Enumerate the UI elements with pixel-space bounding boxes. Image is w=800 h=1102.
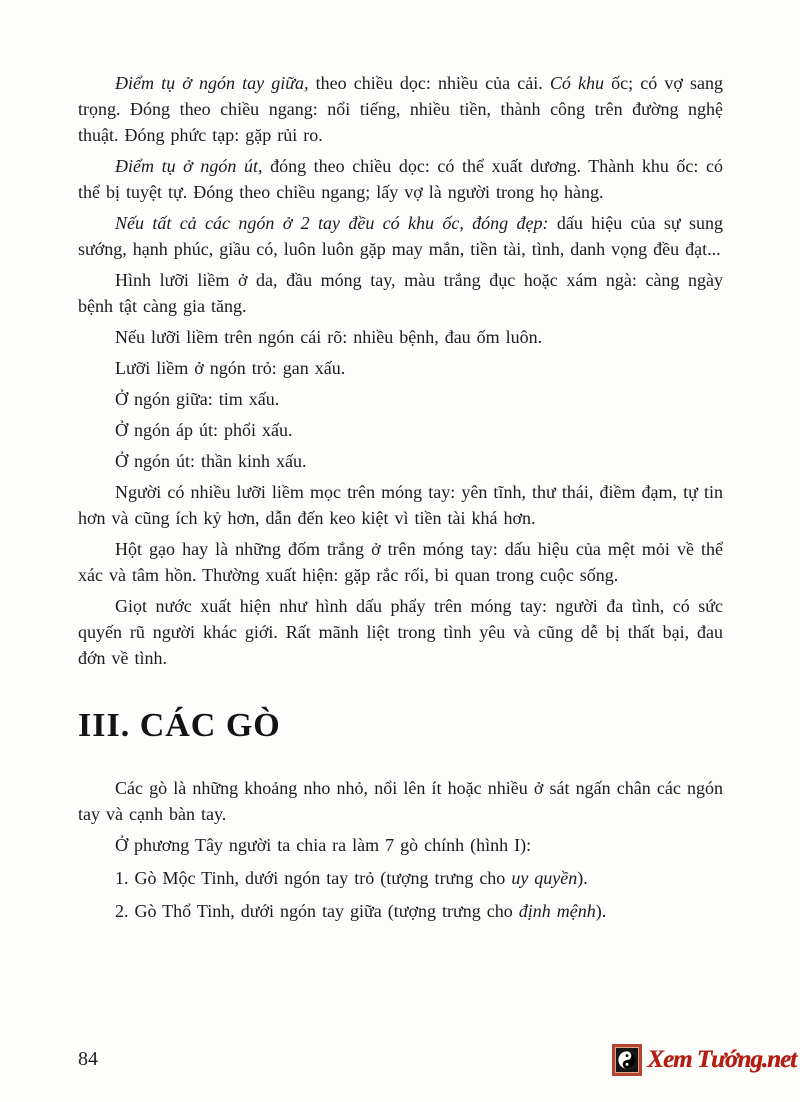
paragraph: [78, 417, 723, 443]
paragraph: [78, 267, 723, 319]
text-run: đóng theo chiều dọc: có thể xuất dương. Thành khu ốc: có thể bị tuyệt tự. Đóng theo chiều ngang; lấy vợ là người trong họ hàng.: [78, 156, 723, 202]
yin-yang-icon: [612, 1044, 642, 1076]
text-run: 1. Gò Mộc Tinh, dưới ngón tay trỏ (tượng trưng cho: [115, 868, 512, 888]
text-run: III. CÁC GÒ: [78, 707, 281, 744]
paragraph: [78, 832, 723, 858]
emphasis-text: Có khu: [549, 73, 604, 93]
paragraph: [78, 210, 723, 262]
text-run: Các gò là những khoảng nho nhỏ, nổi lên ít hoặc nhiều ở sát ngấn chân các ngón tay và cạnh bàn tay.: [78, 778, 723, 824]
body-text: [78, 70, 723, 929]
watermark: [612, 1044, 796, 1076]
emphasis-text: định mệnh: [518, 901, 596, 921]
watermark-text: Xem Tướng.net: [647, 1046, 796, 1073]
text-run: Nếu lưỡi liềm trên ngón cái rõ: nhiều bệnh, đau ốm luôn.: [115, 327, 543, 347]
paragraph: [78, 355, 723, 381]
emphasis-text: Điểm tụ ở ngón út,: [115, 156, 263, 176]
paragraph: [78, 479, 723, 531]
emphasis-text: Nếu tất cả các ngón ở 2 tay đều có khu ốc, đóng đẹp:: [115, 213, 549, 233]
paragraph: [78, 153, 723, 205]
paragraph: [78, 70, 723, 148]
text-run: Ở ngón giữa: tim xấu.: [115, 389, 280, 409]
paragraph: [78, 448, 723, 474]
text-run: ).: [577, 868, 588, 888]
text-run: Giọt nước xuất hiện như hình dấu phẩy trên móng tay: người đa tình, có sức quyến rũ người khác giới. Rất mãnh liệt trong tình yêu và cũng dễ bị thất bại, đau đớn về tình.: [78, 596, 723, 668]
text-run: Hột gạo hay là những đốm trắng ở trên móng tay: dấu hiệu của mệt mỏi về thể xác và tâm hồn. Thường xuất hiện: gặp rắc rối, bi quan trong cuộc sống.: [78, 539, 723, 585]
list-item: [78, 865, 723, 891]
text-run: 2. Gò Thổ Tinh, dưới ngón tay giữa (tượng trưng cho: [115, 901, 519, 921]
paragraph: [78, 593, 723, 671]
text-run: ).: [595, 901, 607, 921]
page-number: 84: [78, 1048, 98, 1070]
paragraph: [78, 775, 723, 827]
text-run: Người có nhiều lưỡi liềm mọc trên móng tay: yên tĩnh, thư thái, điềm đạm, tự tin hơn và cũng ích kỷ hơn, dẫn đến keo kiệt vì tiền tài khá hơn.: [78, 482, 723, 528]
text-run: Lưỡi liềm ở ngón trỏ: gan xấu.: [115, 358, 346, 378]
text-run: dấu hiệu của sự sung sướng, hạnh phúc, giầu có, luôn luôn gặp may mắn, tiền tài, tình, danh vọng đều đạt...: [78, 213, 723, 259]
text-run: Ở phương Tây người ta chia ra làm 7 gò chính (hình I):: [115, 835, 532, 855]
text-run: Hình lưỡi liềm ở da, đầu móng tay, màu trắng đục hoặc xám ngà: càng ngày bệnh tật càng gia tăng.: [78, 270, 723, 316]
text-run: Ở ngón út: thần kinh xấu.: [115, 451, 307, 471]
text-run: theo chiều dọc: nhiều của cải.: [308, 73, 550, 93]
emphasis-text: Điểm tụ ở ngón tay giữa,: [115, 73, 309, 93]
list-item: [78, 898, 723, 924]
section-heading: [78, 703, 723, 749]
text-run: Ở ngón áp út: phổi xấu.: [115, 420, 293, 440]
text-run: ốc; có vợ sang trọng. Đóng theo chiều ngang: nổi tiếng, nhiều tiền, thành công trên đường nghệ thuật. Đóng phức tạp: gặp rủi ro.: [78, 73, 723, 145]
paragraph: [78, 536, 723, 588]
paragraph: [78, 386, 723, 412]
emphasis-text: uy quyền: [511, 868, 578, 888]
paragraph: [78, 324, 723, 350]
